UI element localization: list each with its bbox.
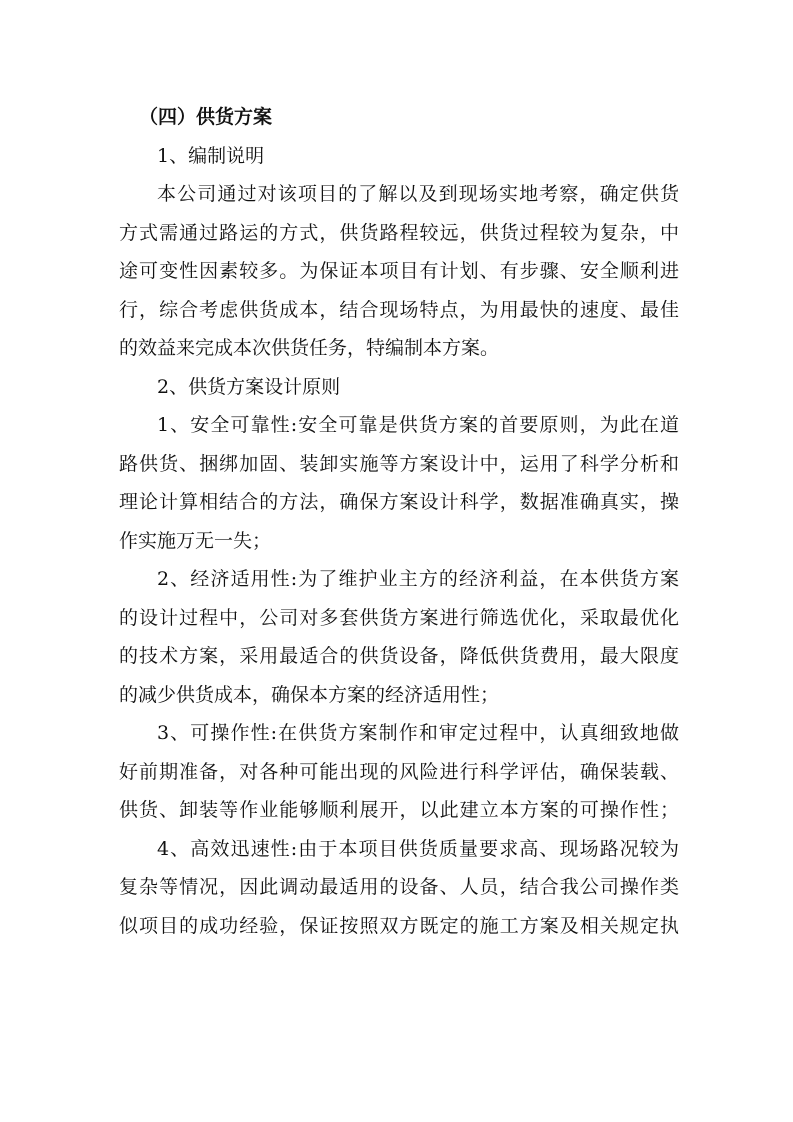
paragraph-compilation-notes <box>119 175 679 368</box>
paragraph-line: 路供货、捆绑加固、装卸实施等方案设计中，运用了科学分析和 <box>119 452 679 475</box>
paragraph-line: 2、经济适用性:为了维护业主方的经济利益，在本供货方案 <box>157 568 679 590</box>
paragraph-line: 的效益来完成本次供货任务，特编制本方案。 <box>119 337 500 359</box>
paragraph-line: 3、可操作性:在供货方案制作和审定过程中，认真细致地做 <box>157 722 679 744</box>
document-body <box>119 98 679 945</box>
paragraph-line: 行，综合考虑供货成本，结合现场特点，为用最快的速度、最佳 <box>119 298 679 321</box>
paragraph-line: 供货、卸装等作业能够顺利展开，以此建立本方案的可操作性； <box>119 799 679 821</box>
paragraph-line: 的技术方案，采用最适合的供货设备，降低供货费用，最大限度 <box>119 645 679 667</box>
paragraph-line: 1、安全可靠性:安全可靠是供货方案的首要原则，为此在道 <box>157 414 679 436</box>
paragraph-line: 的减少供货成本，确保本方案的经济适用性； <box>119 683 500 706</box>
paragraph-line: 好前期准备，对各种可能出现的风险进行科学评估，确保装载、 <box>119 760 679 783</box>
paragraph-line: 途可变性因素较多。为保证本项目有计划、有步骤、安全顺利进 <box>119 260 679 282</box>
paragraph-line: 本公司通过对该项目的了解以及到现场实地考察，确定供货 <box>157 183 679 205</box>
paragraph-principle-economy <box>119 560 679 714</box>
paragraph-line: 4、高效迅速性:由于本项目供货质量要求高、现场路况较为 <box>157 837 679 860</box>
paragraph-line: 作实施万无一失； <box>119 529 272 552</box>
paragraph-line: 似项目的成功经验，保证按照双方既定的施工方案及相关规定执 <box>119 914 679 937</box>
paragraph-principle-operability <box>119 714 679 830</box>
paragraph-principle-safety <box>119 406 679 560</box>
subsection-title-compilation-notes: 1、编制说明 <box>157 144 265 167</box>
paragraph-line: 的设计过程中，公司对多套供货方案进行筛选优化，采取最优化 <box>119 606 679 629</box>
subsection-title-design-principles: 2、供货方案设计原则 <box>157 375 341 398</box>
paragraph-line: 复杂等情况，因此调动最适用的设备、人员，结合我公司操作类 <box>119 876 679 898</box>
paragraph-line: 方式需通过路运的方式，供货路程较远，供货过程较为复杂，中 <box>119 221 679 244</box>
section-heading: （四）供货方案 <box>139 106 273 128</box>
paragraph-line: 理论计算相结合的方法，确保方案设计科学，数据准确真实，操 <box>119 491 679 513</box>
paragraph-principle-efficiency <box>119 830 679 946</box>
